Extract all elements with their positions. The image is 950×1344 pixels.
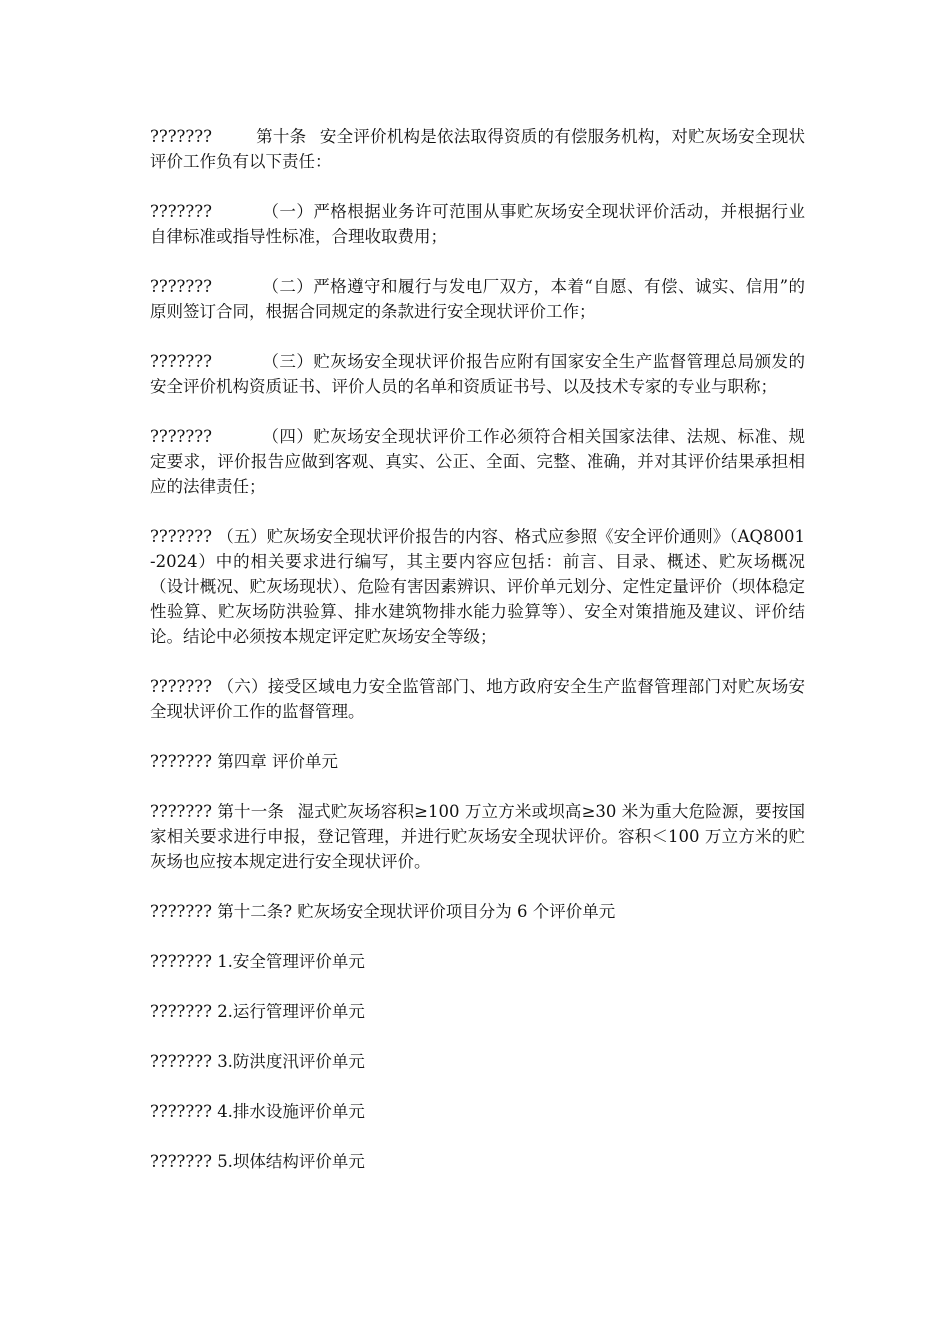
paragraph-text: 湿式贮灰场容积≥100 万立方米或坝高≥30 米为重大危险源，要按国家相关要求进行申报，登记管理，并进行贮灰场安全现状评价。容积＜100 万立方米的贮灰场也应按本规定进行安全现状评价。 bbox=[150, 802, 806, 871]
paragraph-text: 严格遵守和履行与发电厂双方，本着“自愿、有偿、诚实、信用”的原则签订合同，根据合同规定的条款进行安全现状评价工作； bbox=[150, 277, 805, 321]
paragraph-item-2 bbox=[150, 274, 805, 324]
paragraph-item-1 bbox=[150, 199, 805, 249]
paragraph-item-3 bbox=[150, 349, 805, 399]
list-item-text: 5.坝体结构评价单元 bbox=[217, 1152, 365, 1171]
garbled-prefix: ??????? bbox=[150, 1152, 212, 1171]
chapter-title: 评价单元 bbox=[271, 752, 338, 771]
paragraph-text: 接受区域电力安全监管部门、地方政府安全生产监督管理部门对贮灰场安全现状评价工作的监督管理。 bbox=[150, 677, 806, 721]
paragraph-item-4 bbox=[150, 424, 805, 499]
item-number: （二） bbox=[261, 277, 314, 296]
list-item-unit-2 bbox=[150, 999, 805, 1024]
item-number: （一） bbox=[261, 202, 314, 221]
item-number: （五） bbox=[217, 527, 267, 546]
chapter-number: 第四章 bbox=[217, 752, 267, 771]
list-item-text: 4.排水设施评价单元 bbox=[217, 1102, 365, 1121]
article-heading: 第十一条 bbox=[217, 802, 285, 821]
garbled-prefix: ??????? bbox=[150, 202, 212, 221]
paragraph-text: 安全评价机构是依法取得资质的有偿服务机构，对贮灰场安全现状评价工作负有以下责任： bbox=[150, 127, 806, 171]
paragraph-article-11 bbox=[150, 799, 805, 874]
garbled-prefix: ??????? bbox=[150, 677, 212, 696]
garbled-prefix: ??????? bbox=[150, 802, 212, 821]
item-number: （六） bbox=[217, 677, 268, 696]
document-body bbox=[150, 124, 805, 1199]
paragraph-text: 第十二条? 贮灰场安全现状评价项目分为 6 个评价单元 bbox=[217, 902, 616, 921]
garbled-prefix: ??????? bbox=[150, 902, 212, 921]
garbled-prefix: ??????? bbox=[150, 527, 212, 546]
garbled-prefix: ??????? bbox=[150, 427, 212, 446]
paragraph-text: 贮灰场安全现状评价报告应附有国家安全生产监督管理总局颁发的安全评价机构资质证书、评价人员的名单和资质证书号、以及技术专家的专业与职称； bbox=[150, 352, 806, 396]
paragraph-text: 严格根据业务许可范围从事贮灰场安全现状评价活动，并根据行业自律标准或指导性标准，合理收取费用； bbox=[150, 202, 806, 246]
paragraph-article-12 bbox=[150, 899, 805, 924]
list-item-unit-5 bbox=[150, 1149, 805, 1174]
item-number: （三） bbox=[261, 352, 314, 371]
garbled-prefix: ??????? bbox=[150, 752, 212, 771]
garbled-prefix: ??????? bbox=[150, 127, 212, 146]
paragraph-article-10 bbox=[150, 124, 805, 174]
list-item-text: 3.防洪度汛评价单元 bbox=[217, 1052, 365, 1071]
chapter-heading-4 bbox=[150, 749, 805, 774]
list-item-unit-3 bbox=[150, 1049, 805, 1074]
paragraph-text: 贮灰场安全现状评价报告的内容、格式应参照《安全评价通则》（AQ8001-2024）中的相关要求进行编写，其主要内容应包括：前言、目录、概述、贮灰场概况（设计概况、贮灰场现状）、危险有害因素辨识、评价单元划分、定性定量评价（坝体稳定性验算、贮灰场防洪验算、排水建筑物排水能力验算等）、安全对策措施及建议、评价结论。结论中必须按本规定评定贮灰场安全等级； bbox=[150, 527, 805, 646]
article-heading: 第十条 bbox=[255, 127, 307, 146]
garbled-prefix: ??????? bbox=[150, 1052, 212, 1071]
paragraph-item-5 bbox=[150, 524, 805, 649]
list-item-text: 2.运行管理评价单元 bbox=[217, 1002, 365, 1021]
garbled-prefix: ??????? bbox=[150, 277, 212, 296]
garbled-prefix: ??????? bbox=[150, 1002, 212, 1021]
item-number: （四） bbox=[261, 427, 314, 446]
list-item-unit-1 bbox=[150, 949, 805, 974]
garbled-prefix: ??????? bbox=[150, 1102, 212, 1121]
list-item-text: 1.安全管理评价单元 bbox=[217, 952, 365, 971]
list-item-unit-4 bbox=[150, 1099, 805, 1124]
paragraph-item-6 bbox=[150, 674, 805, 724]
garbled-prefix: ??????? bbox=[150, 952, 212, 971]
paragraph-text: 贮灰场安全现状评价工作必须符合相关国家法律、法规、标准、规定要求，评价报告应做到客观、真实、公正、全面、完整、准确，并对其评价结果承担相应的法律责任； bbox=[150, 427, 806, 496]
garbled-prefix: ??????? bbox=[150, 352, 212, 371]
